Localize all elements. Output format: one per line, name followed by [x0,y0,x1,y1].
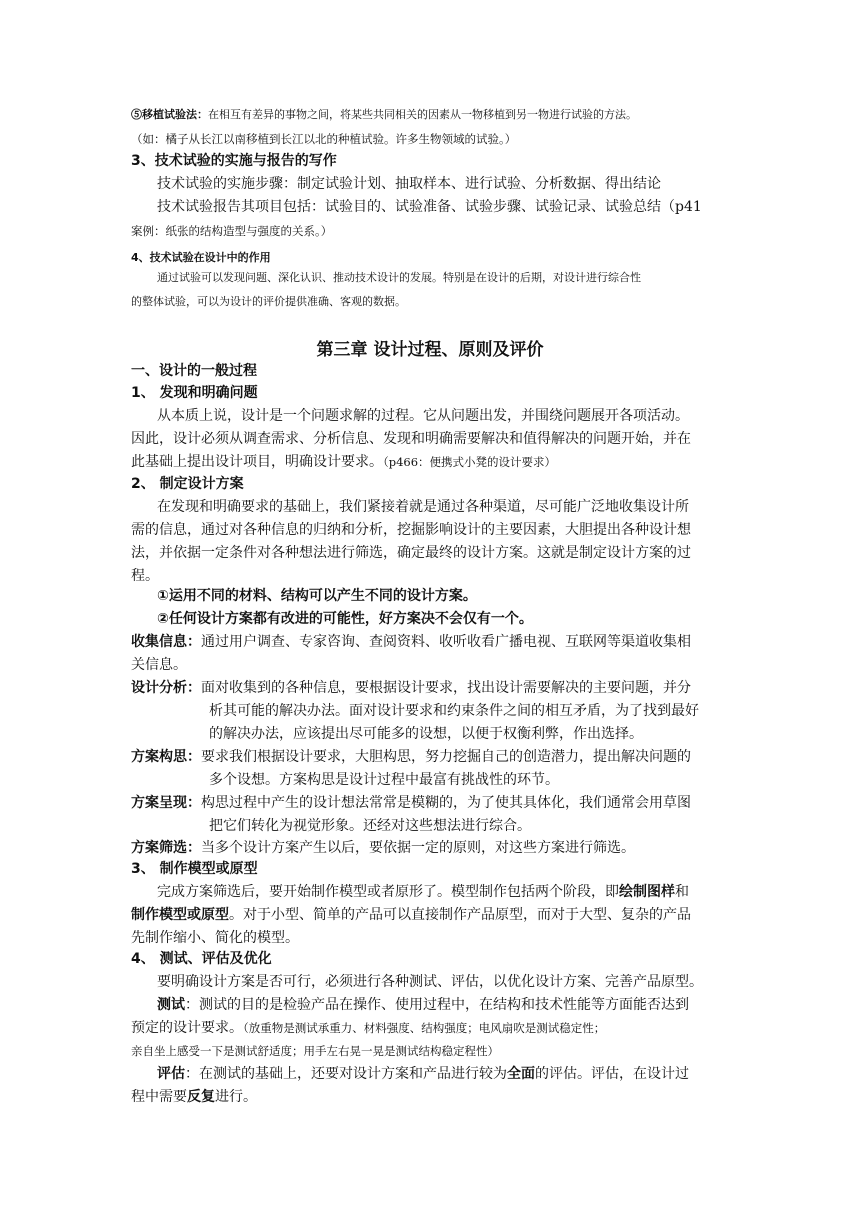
testing-line-1 [157,995,689,1015]
step-1-heading: 1、 发现和明确问题 [131,385,258,401]
step-1-para-2: 因此，设计必须从调查需求、分析信息、发现和明确需要解决和值得解决的问题开始，并在 [131,431,691,447]
presentation-line-2: 把它们转化为视觉形象。还经对这些想法进行综合。 [209,818,531,834]
evaluation-comprehensive-term: 全面 [507,1066,535,1082]
step-4-para-1: 要明确设计方案是否可行，必须进行各种测试、评估，以优化设计方案、完善产品原型。 [157,974,703,990]
step-3-para-1-and: 和 [675,884,689,900]
evaluation-line-2 [131,1087,257,1107]
concept-text: 要求我们根据设计要求，大胆构思，努力挖掘自己的创造潜力，提出解决问题的 [201,749,691,765]
test-steps-text: 技术试验的实施步骤：制定试验计划、抽取样本、进行试验、分析数据、得出结论 [157,176,661,192]
transplant-example: （如：橘子从长江以南移植到长江以北的种植试验。许多生物领域的试验。） [131,132,517,146]
concept-line-2: 多个设想。方案构思是设计过程中最富有挑战性的环节。 [209,772,559,788]
step-3-heading: 3、 制作模型或原型 [131,861,258,877]
design-analysis-line-2: 析其可能的解决办法。面对设计要求和约束条件之间的相互矛盾，为了找到最好 [209,703,699,719]
test-report-text: 技术试验报告其项目包括：试验目的、试验准备、试验步骤、试验记录、试验总结（p41 [157,199,702,215]
evaluation-text-1: ：在测试的基础上，还要对设计方案和产品进行较为 [185,1066,507,1082]
step-1-para-3 [131,452,556,472]
design-process-heading: 一、设计的一般过程 [131,363,257,379]
evaluation-text-3: 程中需要 [131,1089,187,1105]
step-4-heading: 4、 测试、评估及优化 [131,951,272,967]
filter-text: 当多个设计方案产生以后，要依据一定的原则，对这些方案进行筛选。 [201,840,635,856]
step-2-heading: 2、 制定设计方案 [131,476,244,492]
step-1-case-note: （p466：便携式小凳的设计要求） [383,455,557,469]
step-3-para-1-text: 完成方案筛选后，要开始制作模型或者原形了。模型制作包括两个阶段，即 [157,884,619,900]
step-1-para-1: 从本质上说，设计是一个问题求解的过程。它从问题出发，并围绕问题展开各项活动。 [157,408,689,424]
concept-line-1 [131,747,691,767]
step-3-para-1 [157,882,689,902]
design-analysis-line-1 [131,678,691,698]
section-4-heading: 4、技术试验在设计中的作用 [131,251,271,264]
filter-label: 方案筛选： [131,840,201,856]
presentation-line-1 [131,793,691,813]
step-3-para-2 [131,905,691,925]
step-2-para-4: 程。 [131,568,159,584]
step-1-para-3-text: 此基础上提出设计项目，明确设计要求。 [131,454,383,470]
evaluation-line-1 [157,1064,689,1084]
transplant-method-text: 在相互有差异的事物之间，将某些共同相关的因素从一物移植到另一物进行试验的方法。 [208,108,637,121]
testing-examples-2: 亲自坐上感受一下是测试舒适度；用手左右晃一晃是测试结构稳定程性） [131,1044,499,1058]
step-3-para-2-text: 。对于小型、简单的产品可以直接制作产品原型，而对于大型、复杂的产品 [229,907,691,923]
step-3-para-3: 先制作缩小、简化的模型。 [131,930,299,946]
filter-line [131,838,635,858]
design-analysis-label: 设计分析： [131,680,201,696]
step-3-drawing-term: 绘制图样 [619,884,675,900]
collect-info-line-2: 关信息。 [131,657,187,673]
design-analysis-line-3: 的解决办法，应该提出尽可能多的设想，以便于权衡利弊，作出选择。 [209,726,643,742]
testing-text: ：测试的目的是检验产品在操作、使用过程中，在结构和技术性能等方面能否达到 [185,997,689,1013]
collect-info-label: 收集信息： [131,634,201,650]
section-3-heading: 3、技术试验的实施与报告的写作 [131,153,337,169]
testing-line-2 [131,1018,605,1038]
design-analysis-text: 面对收集到的各种信息，要根据设计要求，找出设计需要解决的主要问题，并分 [201,680,691,696]
evaluation-repeat-term: 反复 [187,1089,215,1105]
presentation-label: 方案呈现： [131,795,201,811]
step-3-model-term: 制作模型或原型 [131,907,229,923]
testing-label: 测试 [157,997,185,1013]
collect-info-text: 通过用户调查、专家咨询、查阅资料、收听收看广播电视、互联网等渠道收集相 [201,634,691,650]
step-2-para-3: 法，并依据一定条件对各种想法进行筛选，确定最终的设计方案。这就是制定设计方案的过 [131,545,691,561]
step-2-para-2: 需的信息，通过对各种信息的归纳和分析，挖掘影响设计的主要因素，大胆提出各种设计想 [131,522,691,538]
chapter-title: 第三章 设计过程、原则及评价 [316,340,544,360]
transplant-method-line [131,107,637,123]
evaluation-text-2: 的评估。评估，在设计过 [535,1066,689,1082]
step-2-point-2: ②任何设计方案都有改进的可能性，好方案决不会仅有一个。 [157,611,533,627]
transplant-method-label: ⑤移植试验法： [131,108,208,121]
step-2-para-1: 在发现和明确要求的基础上，我们紧接着就是通过各种渠道，尽可能广泛地收集设计所 [157,499,689,515]
test-report-case: 案例：纸张的结构造型与强度的关系。） [131,224,333,238]
evaluation-label: 评估 [157,1066,185,1082]
test-role-text-2: 的整体试验，可以为设计的评价提供准确、客观的数据。 [131,295,406,308]
step-2-point-1: ①运用不同的材料、结构可以产生不同的设计方案。 [157,588,477,604]
testing-line-2-text: 预定的设计要求。 [131,1020,243,1036]
evaluation-text-4: 进行。 [215,1089,257,1105]
presentation-text: 构思过程中产生的设计想法常常是模糊的，为了使其具体化，我们通常会用草图 [201,795,691,811]
testing-examples-1: （放重物是测试承重力、材料强度、结构强度；电风扇吹是测试稳定性； [243,1021,606,1035]
concept-label: 方案构思： [131,749,201,765]
collect-info-line-1 [131,632,691,652]
test-role-text-1: 通过试验可以发现问题、深化认识、推动技术设计的发展。特别是在设计的后期，对设计进行综合性 [157,271,641,284]
